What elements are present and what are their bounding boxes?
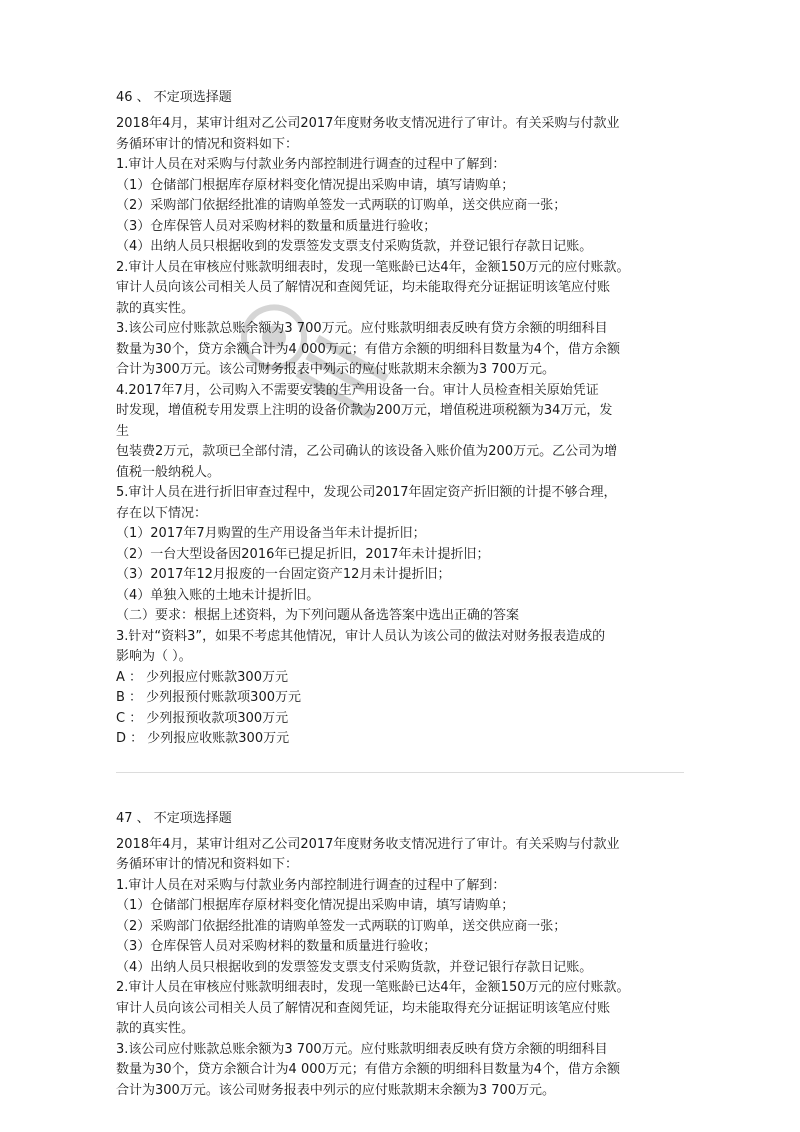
question-47-line: 2.审计人员在审核应付账款明细表时，发现一笔账龄已达4年，金额150万元的应付账款。: [116, 980, 630, 995]
question-46-line: 2018年4月，某审计组对乙公司2017年度财务收支情况进行了审计。有关采购与付款业: [116, 116, 620, 131]
question-46-line: 存在以下情况：: [116, 505, 208, 521]
question-46-line: 1.审计人员在对采购与付款业务内部控制进行调查的过程中了解到：: [116, 157, 506, 172]
question-46-line: 合计为300万元。该公司财务报表中列示的应付账款期末余额为3 700万元。: [116, 362, 556, 377]
question-46-line: 包装费2万元，款项已全部付清，乙公司确认的该设备入账价值为200万元。乙公司为增: [116, 444, 618, 459]
question-47-line: （3）仓库保管人员对采购材料的数量和质量进行验收；: [116, 939, 437, 954]
question-46-line: 务循环审计的情况和资料如下：: [116, 136, 299, 152]
question-47-line: （1）仓储部门根据库存原材料变化情况提出采购申请，填写请购单；: [116, 898, 515, 913]
question-46: [116, 88, 696, 750]
question-46-body: [116, 114, 696, 668]
question-46-line: （二）要求：根据上述资料，为下列问题从备选答案中选出正确的答案: [116, 608, 520, 623]
question-46-line: 5.审计人员在进行折旧审查过程中，发现公司2017年固定资产折旧额的计提不够合理，: [116, 485, 617, 500]
question-46-line: （1）2017年7月购置的生产用设备当年未计提折旧；: [116, 526, 426, 541]
question-46-line: 2.审计人员在审核应付账款明细表时，发现一笔账龄已达4年，金额150万元的应付账款。: [116, 259, 630, 275]
question-46-line: 审计人员向该公司相关人员了解情况和查阅凭证，均未能取得充分证据证明该笔应付账: [116, 280, 611, 295]
question-46-line: （2）采购部门依据经批准的请购单签发一式两联的订购单，送交供应商一张；: [116, 198, 567, 213]
question-divider: [116, 772, 684, 773]
question-47-line: 款的真实性。: [116, 1021, 195, 1036]
question-47-line: （2）采购部门依据经批准的请购单签发一式两联的订购单，送交供应商一张；: [116, 918, 567, 934]
question-46-line: 数量为30个，贷方余额合计为4 000万元；有借方余额的明细科目数量为4个，借方余额: [116, 341, 621, 357]
option-c[interactable]: C ： 少列报预收款项300万元: [116, 710, 289, 726]
question-46-line: 时发现，增值税专用发票上注明的设备价款为200万元，增值税进项税额为34万元，发: [116, 403, 613, 418]
question-47-line: 务循环审计的情况和资料如下：: [116, 857, 299, 872]
question-46-options: [116, 668, 696, 750]
question-47-line: 审计人员向该公司相关人员了解情况和查阅凭证，均未能取得充分证据证明该笔应付账: [116, 1000, 611, 1016]
option-b[interactable]: B ： 少列报预付账款项300万元: [116, 690, 301, 705]
question-47-line: 3.该公司应付账款总账余额为3 700万元。应付账款明细表反映有贷方余额的明细科目: [116, 1041, 608, 1057]
question-46-line: （3）仓库保管人员对采购材料的数量和质量进行验收；: [116, 218, 437, 234]
question-46-line: （2）一台大型设备因2016年已提足折旧，2017年未计提折旧；: [116, 546, 490, 562]
question-46-title: 46 、 不定项选择题: [116, 90, 232, 105]
document-page: [116, 88, 696, 1101]
question-46-line: 4.2017年7月，公司购入不需要安装的生产用设备一台。审计人员检查相关原始凭证: [116, 382, 599, 398]
question-46-line: 影响为（ ）。: [116, 649, 192, 664]
question-46-line: （1）仓储部门根据库存原材料变化情况提出采购申请，填写请购单；: [116, 177, 515, 193]
question-47-line: 2018年4月，某审计组对乙公司2017年度财务收支情况进行了审计。有关采购与付款业: [116, 836, 620, 852]
question-46-line: 3.该公司应付账款总账余额为3 700万元。应付账款明细表反映有贷方余额的明细科目: [116, 321, 608, 336]
question-46-line: 款的真实性。: [116, 300, 195, 316]
question-47-body: [116, 835, 696, 1102]
question-47-line: 合计为300万元。该公司财务报表中列示的应付账款期末余额为3 700万元。: [116, 1082, 556, 1098]
question-46-line: （4）单独入账的土地未计提折旧。: [116, 587, 320, 603]
question-47-title: 47 、 不定项选择题: [116, 810, 232, 826]
question-47-line: 1.审计人员在对采购与付款业务内部控制进行调查的过程中了解到：: [116, 877, 506, 893]
question-46-line: 3.针对“资料3”，如果不考虑其他情况，审计人员认为该公司的做法对财务报表造成的: [116, 628, 606, 644]
question-46-line: （4）出纳人员只根据收到的发票签发支票支付采购货款，并登记银行存款日记账。: [116, 239, 593, 254]
option-d[interactable]: D ： 少列报应收账款300万元: [116, 731, 290, 746]
question-46-line: 生: [116, 423, 130, 439]
question-46-line: （3）2017年12月报废的一台固定资产12月未计提折旧；: [116, 567, 451, 582]
question-47: [116, 809, 696, 1102]
question-47-line: （4）出纳人员只根据收到的发票签发支票支付采购货款，并登记银行存款日记账。: [116, 959, 593, 975]
option-a[interactable]: A ： 少列报应付账款300万元: [116, 669, 288, 685]
question-46-line: 值税一般纳税人。: [116, 464, 221, 480]
question-47-line: 数量为30个，贷方余额合计为4 000万元；有借方余额的明细科目数量为4个，借方余额: [116, 1062, 621, 1077]
